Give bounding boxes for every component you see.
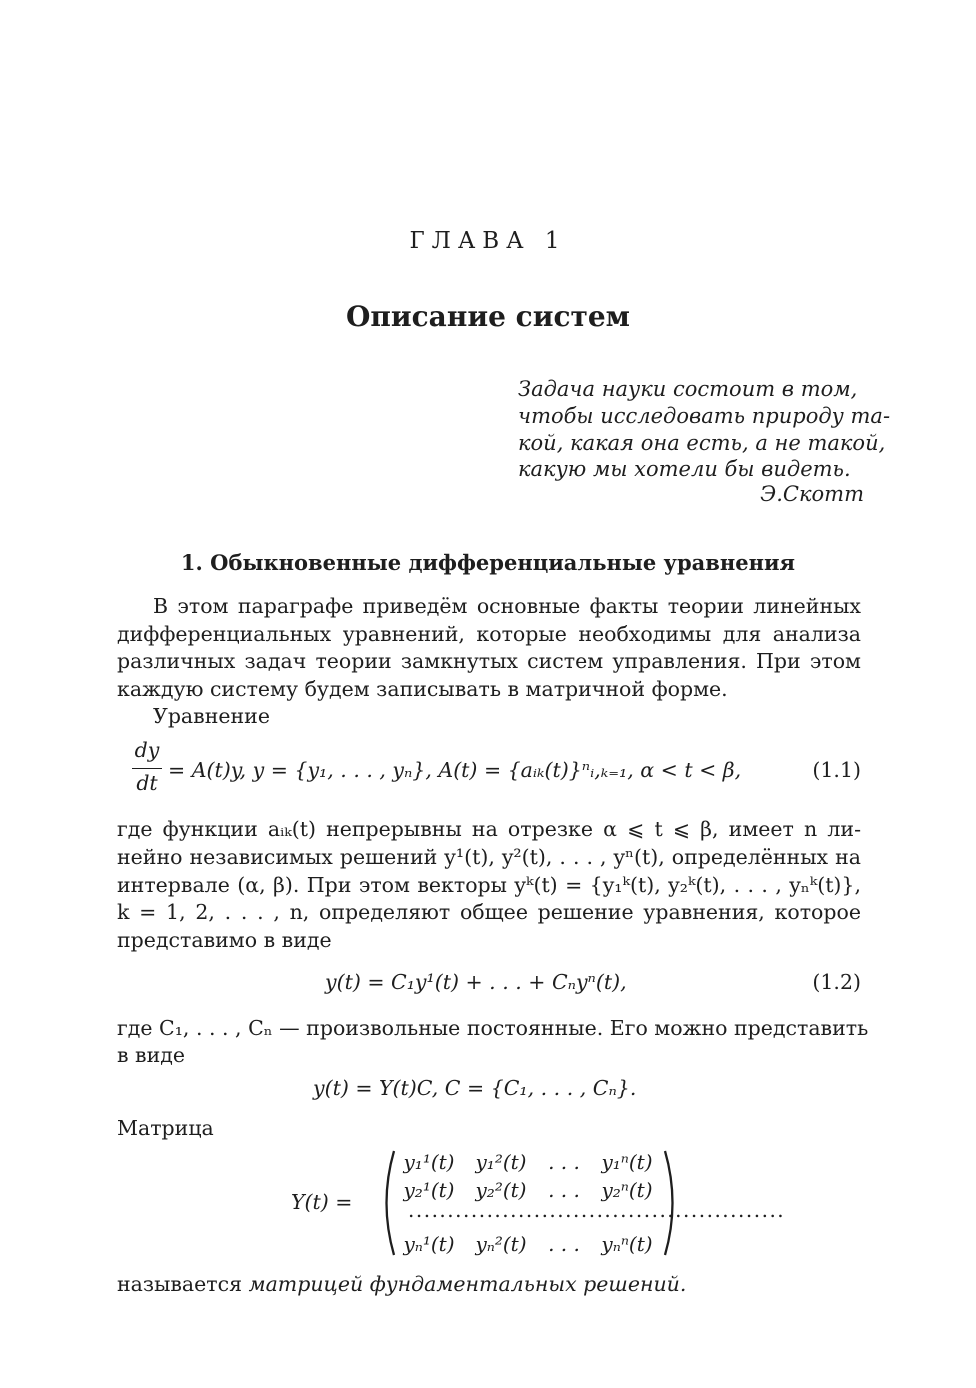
matrix-cell: y₁²(t) — [475, 1150, 527, 1174]
matrix-cell: . . . — [548, 1150, 580, 1174]
chapter-title: Описание систем — [345, 300, 631, 333]
equation-number: (1.2) — [812, 970, 861, 994]
matrix-cell: . . . — [548, 1232, 580, 1256]
matrix-cell: y₂ⁿ(t) — [601, 1178, 653, 1202]
matrix-word: Матрица — [117, 1116, 214, 1140]
closing-line — [117, 1270, 861, 1298]
text-line: различных задач теории замкнутых систем управления. При этом — [117, 649, 861, 673]
fraction-dy-dt — [132, 738, 162, 795]
chapter-label: ГЛАВА 1 — [409, 228, 567, 254]
matrix-lhs: Y(t) = — [291, 1190, 353, 1214]
matrix-row — [396, 1150, 661, 1178]
fraction-bar — [132, 768, 162, 769]
equation-number: (1.1) — [812, 758, 861, 782]
section-title: 1. Обыкновенные дифференциальные уравнения — [180, 550, 796, 575]
matrix-cell: y₂²(t) — [475, 1178, 527, 1202]
matrix-cell: y₁¹(t) — [403, 1150, 455, 1174]
text-line: где C₁, . . . , Cₙ — произвольные постоянные. Его можно представить — [117, 1016, 869, 1040]
matrix-cell: yₙ¹(t) — [403, 1232, 455, 1256]
epigraph-line: кой, какая она есть, а не такой, — [518, 431, 886, 455]
intro-word: Уравнение — [153, 704, 270, 728]
text-line: каждую систему будем записывать в матричной форме. — [117, 677, 728, 701]
left-paren — [376, 1148, 398, 1258]
matrix-cell: yₙ²(t) — [475, 1232, 527, 1256]
text-line: k = 1, 2, . . . , n, определяют общее решение уравнения, которое — [117, 900, 861, 924]
fraction-denominator: dt — [136, 771, 158, 795]
equation-fundamental-form: y(t) = Y(t)C, C = {C₁, . . . , Cₙ}. — [313, 1076, 637, 1100]
matrix-dots: ................................................ — [408, 1198, 786, 1222]
text-line: интервале (α, β). При этом векторы yᵏ(t) = {y₁ᵏ(t), y₂ᵏ(t), . . . , yₙᵏ(t)}, — [117, 873, 861, 897]
matrix-cell: y₁ⁿ(t) — [601, 1150, 653, 1174]
matrix-dots-row — [396, 1198, 786, 1234]
matrix-cell: y₂¹(t) — [403, 1178, 455, 1202]
epigraph-line: Задача науки состоит в том, — [518, 377, 858, 401]
equation-body: = A(t)y, y = {y₁, . . . , yₙ}, A(t) = {aᵢₖ(t)}ⁿᵢ,ₖ₌₁, α < t < β, — [168, 758, 742, 782]
text-line: представимо в виде — [117, 928, 332, 952]
equation-body: y(t) = C₁y¹(t) + . . . + Cₙyⁿ(t), — [325, 970, 627, 994]
text-line: где функции aᵢₖ(t) непрерывны на отрезке α ⩽ t ⩽ β, имеет n ли- — [117, 817, 861, 841]
closing-term: матрицей фундаментальных решений. — [248, 1272, 687, 1296]
epigraph-line: какую мы хотели бы видеть. — [518, 457, 851, 481]
text-line: В этом параграфе приведём основные факты теории линейных — [153, 594, 861, 618]
epigraph-line: чтобы исследовать природу та- — [518, 404, 891, 428]
matrix-cell: yₙⁿ(t) — [601, 1232, 653, 1256]
matrix-cell: . . . — [548, 1178, 580, 1202]
closing-prefix: называется — [117, 1272, 243, 1296]
matrix-body — [396, 1150, 786, 1260]
fraction-numerator: dy — [134, 738, 160, 762]
text-line: дифференциальных уравнений, которые необходимы для анализа — [117, 622, 861, 646]
epigraph-author: Э.Скотт — [760, 482, 864, 506]
text-line: в виде — [117, 1043, 186, 1067]
text-line: нейно независимых решений y¹(t), y²(t), . . . , yⁿ(t), определённых на — [117, 845, 861, 869]
matrix-row — [396, 1232, 661, 1260]
